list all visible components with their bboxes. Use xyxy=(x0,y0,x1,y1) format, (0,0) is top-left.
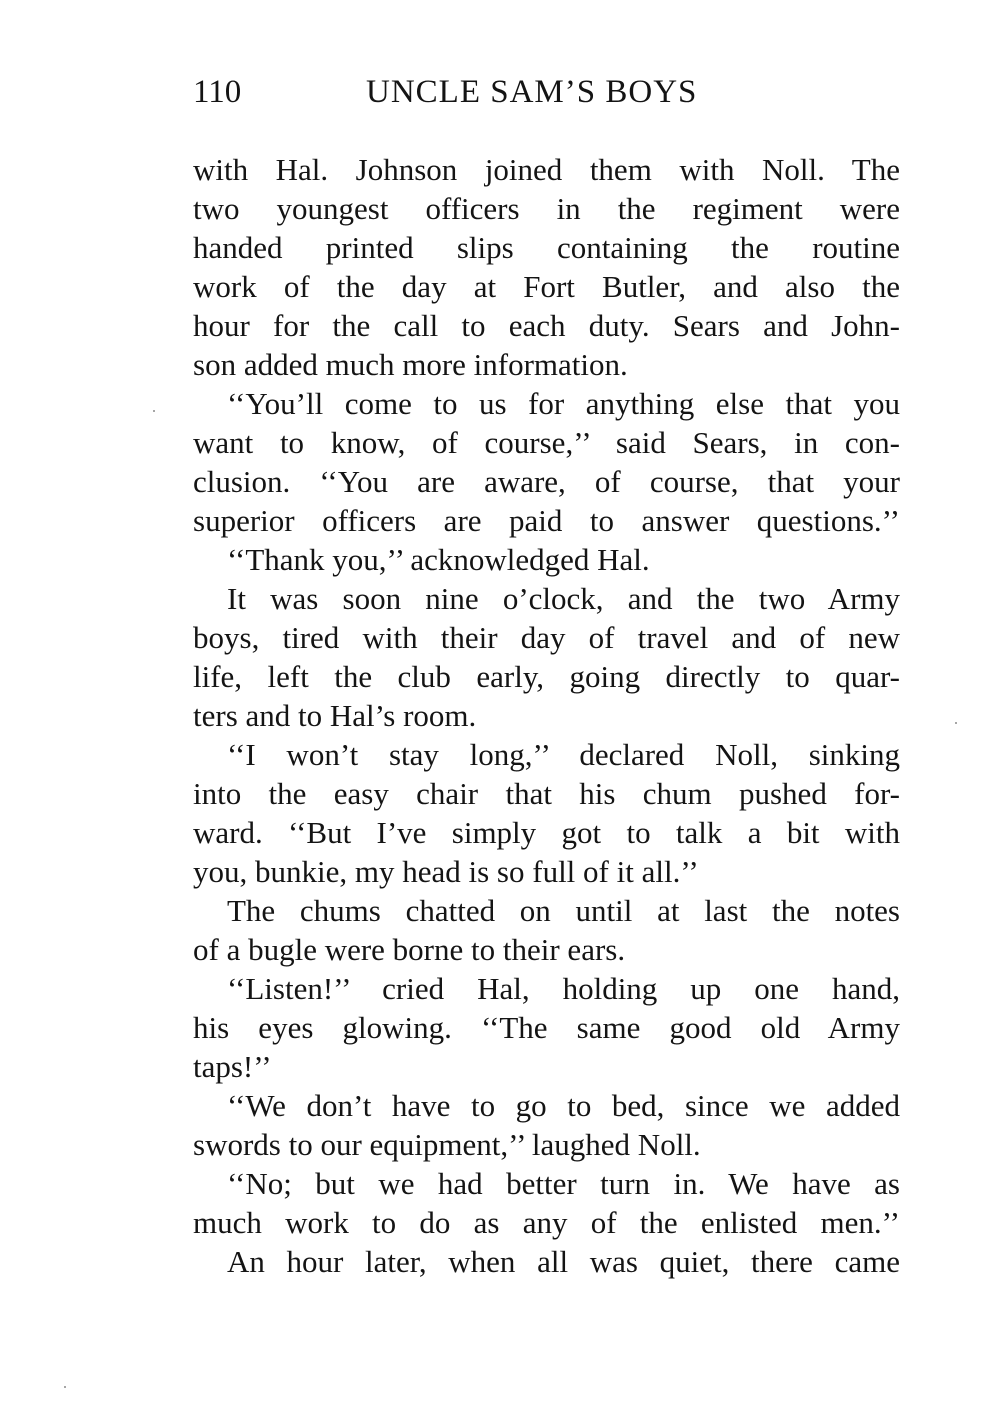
text-line: ‘‘No; but we had better turn in. We have as xyxy=(227,1166,900,1201)
text-line: work of the day at Fort Butler, and also the xyxy=(193,269,900,304)
body-text xyxy=(193,150,900,1281)
text-line: with Hal. Johnson joined them with Noll. The xyxy=(193,152,900,187)
text-line: An hour later, when all was quiet, there came xyxy=(227,1244,900,1279)
text-line: into the easy chair that his chum pushed for- xyxy=(193,776,900,811)
text-line: life, left the club early, going directly to quar- xyxy=(193,659,900,694)
text-line: ‘‘Thank you,’’ acknowledged Hal. xyxy=(227,542,650,577)
text-line: ‘‘You’ll come to us for anything else that you xyxy=(227,386,900,421)
text-line: hour for the call to each duty. Sears and John- xyxy=(193,308,900,343)
text-line: ters and to Hal’s room. xyxy=(193,698,477,733)
text-line: taps!’’ xyxy=(193,1049,272,1084)
text-line: of a bugle were borne to their ears. xyxy=(193,932,626,967)
text-line: ‘‘I won’t stay long,’’ declared Noll, sinking xyxy=(227,737,900,772)
text-line: ‘‘Listen!’’ cried Hal, holding up one hand, xyxy=(227,971,900,1006)
running-title: UNCLE SAM’S BOYS xyxy=(366,74,698,110)
text-line: his eyes glowing. ‘‘The same good old Army xyxy=(193,1010,900,1045)
running-head xyxy=(193,70,900,114)
scan-speck xyxy=(153,410,155,412)
scan-speck xyxy=(955,722,957,724)
text-line: boys, tired with their day of travel and of new xyxy=(193,620,900,655)
text-line: you, bunkie, my head is so full of it all.’’ xyxy=(193,854,699,889)
text-line: want to know, of course,’’ said Sears, in con- xyxy=(193,425,900,460)
text-line: It was soon nine o’clock, and the two Army xyxy=(227,581,900,616)
page-number: 110 xyxy=(193,74,242,110)
text-line: clusion. ‘‘You are aware, of course, that your xyxy=(193,464,900,499)
text-line: swords to our equipment,’’ laughed Noll. xyxy=(193,1127,701,1162)
text-line: handed printed slips containing the routine xyxy=(193,230,900,265)
text-line: superior officers are paid to answer questions.’’ xyxy=(193,503,900,538)
text-line: ward. ‘‘But I’ve simply got to talk a bit with xyxy=(193,815,900,850)
text-line: much work to do as any of the enlisted men.’’ xyxy=(193,1205,900,1240)
text-line: The chums chatted on until at last the notes xyxy=(227,893,900,928)
text-line: son added much more information. xyxy=(193,347,628,382)
text-line: ‘‘We don’t have to go to bed, since we added xyxy=(227,1088,900,1123)
scan-speck xyxy=(64,1386,66,1388)
text-line: two youngest officers in the regiment were xyxy=(193,191,900,226)
